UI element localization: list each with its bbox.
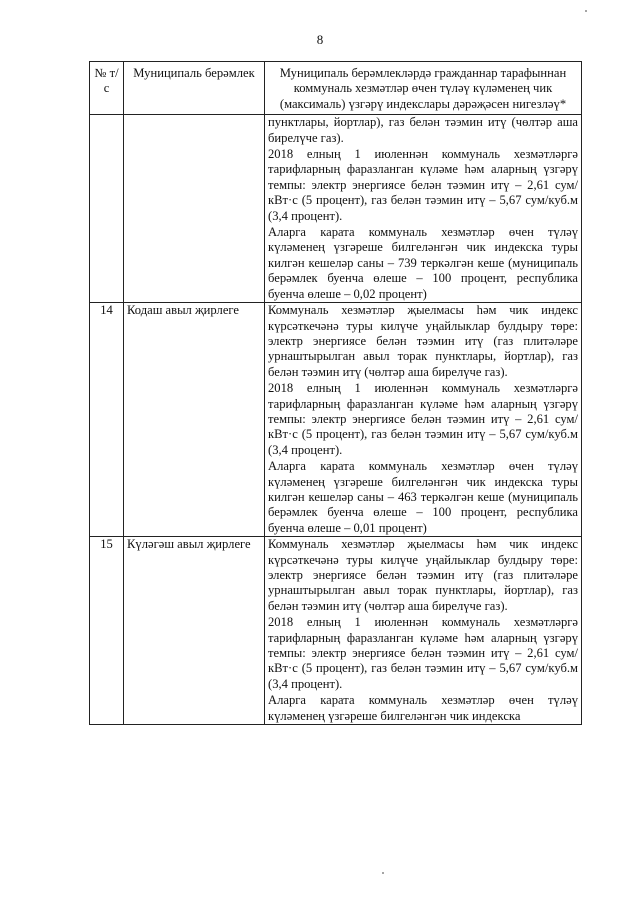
municipality-name bbox=[124, 115, 265, 303]
table-row bbox=[90, 115, 582, 303]
row-number: 15 bbox=[90, 537, 124, 725]
paragraph-population: Аларга карата коммуналь хезмәтләр өчен түләү күләменең үзгәреше билгеләнгән чик индекска туры килгән кешеләр саны – 739 теркәлгән кеше (муниципаль берәмлек буенча өлеше – 100 процент, республика буенча өлеше – 0,02 процент) bbox=[268, 225, 578, 301]
scan-speck bbox=[382, 872, 384, 874]
paragraph-tariffs: 2018 елның 1 июленнән коммуналь хезмәтләргә тарифларның фаразланган күләме һәм аларның үзгәрү темпы: электр энергиясе белән тәэмин итү – 2,61 сум/кВт·с (5 процент), газ белән тәэмин итү – 5,67 сум/куб.м (3,4 процент). bbox=[268, 147, 578, 223]
row-number bbox=[90, 115, 124, 303]
criteria-cell bbox=[265, 115, 582, 303]
header-criteria: Муниципаль берәмлекләрдә гражданнар тарафыннан коммуналь хезмәтләр өчен түләү күләменең чик (максималь) үзгәрү индекслары дәрәҗәсен нигезләү* bbox=[265, 62, 582, 115]
page-number: 8 bbox=[316, 32, 324, 47]
municipal-index-table bbox=[89, 61, 582, 725]
municipality-name: Күләгәш авыл җирлеге bbox=[124, 537, 265, 725]
municipality-name: Кодаш авыл җирлеге bbox=[124, 303, 265, 537]
scan-speck bbox=[585, 10, 587, 12]
criteria-cell bbox=[265, 303, 582, 537]
criteria-cell bbox=[265, 537, 582, 725]
table-header-row bbox=[90, 62, 582, 115]
table-row bbox=[90, 537, 582, 725]
paragraph-gas-supply-tail: пунктлары, йортлар), газ белән тәэмин итү (чөлтәр аша бирелүче газ). bbox=[268, 115, 578, 145]
paragraph-population: Аларга карата коммуналь хезмәтләр өчен түләү күләменең үзгәреше билгеләнгән чик индекска туры килгән кешеләр саны – 463 теркәлгән кеше (муниципаль берәмлек буенча өлеше – 100 процент, республика буенча өлеше – 0,01 процент) bbox=[268, 459, 578, 535]
paragraph-tariffs: 2018 елның 1 июленнән коммуналь хезмәтләргә тарифларның фаразланган күләме һәм аларның үзгәрү темпы: электр энергиясе белән тәэмин итү – 2,61 сум/кВт·с (5 процент), газ белән тәэмин итү – 5,67 сум/куб.м (3,4 процент). bbox=[268, 615, 578, 691]
paragraph-tariffs: 2018 елның 1 июленнән коммуналь хезмәтләргә тарифларның фаразланган күләме һәм аларның үзгәрү темпы: электр энергиясе белән тәэмин итү – 2,61 сум/кВт·с (5 процент), газ белән тәэмин итү – 5,67 сум/куб.м (3,4 процент). bbox=[268, 381, 578, 457]
row-number: 14 bbox=[90, 303, 124, 537]
paragraph-services-set: Коммуналь хезмәтләр җыелмасы һәм чик индекс күрсәткечәнә туры килүче уңайлыклар булдыру төре: электр энергиясе белән тәэмин итү (газ плитәләре урнаштырылган авыл торак пунктлары, йортлар), газ белән тәэмин итү (чөлтәр аша бирелүче газ). bbox=[268, 537, 578, 613]
paragraph-services-set: Коммуналь хезмәтләр җыелмасы һәм чик индекс күрсәткечәнә туры килүче уңайлыклар булдыру төре: электр энергиясе белән тәэмин итү (газ плитәләре урнаштырылган авыл торак пунктлары, йортлар), газ белән тәэмин итү (чөлтәр аша бирелүче газ). bbox=[268, 303, 578, 379]
table-row bbox=[90, 303, 582, 537]
paragraph-population: Аларга карата коммуналь хезмәтләр өчен түләү күләменең үзгәреше билгеләнгән чик индекска bbox=[268, 693, 578, 723]
header-municipality: Муниципаль берәмлек bbox=[124, 62, 265, 115]
header-number: № т/с bbox=[90, 62, 124, 115]
